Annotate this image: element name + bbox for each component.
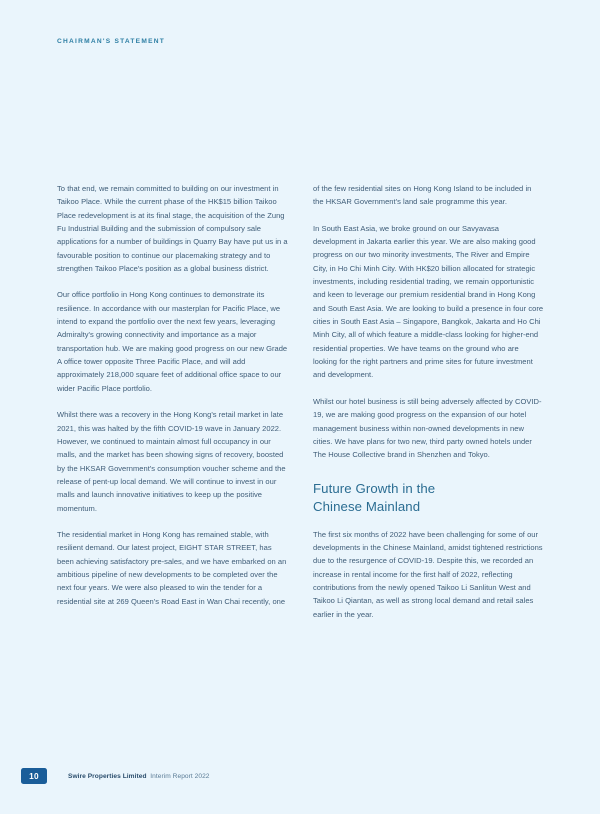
page-number-badge: 10 [21, 768, 47, 784]
page-footer [21, 768, 210, 784]
right-column [313, 182, 544, 621]
section-heading-line-1: Future Growth in the [313, 480, 436, 496]
left-column [57, 182, 288, 621]
paragraph: The first six months of 2022 have been challenging for some of our developments in the Chinese Mainland, amidst tightened restrictions due to the resurgence of COVID-19. Despite this, we recorded an increase in rental income for the first half of 2022, reflecting contributions from the newly opened Taikoo Li Sanlitun West and Taikoo Li Qiantan, as well as strong local demand and retail sales earlier in the year. [313, 529, 543, 619]
footer-text [68, 773, 210, 780]
paragraph: of the few residential sites on Hong Kong Island to be included in the HKSAR Government's land sale programme this year. [313, 184, 532, 207]
two-column-body [57, 182, 544, 621]
paragraph: To that end, we remain committed to building on our investment in Taikoo Place. While the current phase of the HK$15 billion Taikoo Place redevelopment is at its final stage, the acquisition of the Zung Fu Industrial Building and the submission of compulsory sale applications for a number of buildings in Quarry Bay have put us in a favourable position to continue our placemaking strategy and to strengthen Taikoo Place's position as a global business district. [57, 184, 288, 274]
footer-report-title: Interim Report 2022 [150, 772, 210, 780]
section-heading [313, 480, 544, 517]
paragraph: Whilst our hotel business is still being adversely affected by COVID-19, we are making good progress on the expansion of our hotel management business within non-owned developments in new cities. We have plans for two new, third party owned hotels under The House Collective brand in Shenzhen and Tokyo. [313, 396, 542, 460]
paragraph: Our office portfolio in Hong Kong continues to demonstrate its resilience. In accordance with our masterplan for Pacific Place, we intend to expand the portfolio over the next few years, leveraging Admiralty's growing connectivity and importance as a major transportation hub. We are making good progress on our new Grade A office tower opposite Three Pacific Place, and will add approximately 218,000 square feet of additional office space to our wider Pacific Place portfolio. [57, 290, 288, 393]
paragraph: The residential market in Hong Kong has remained stable, with resilient demand. Our latest project, EIGHT STAR STREET, has been achieving satisfactory pre-sales, and we have embarked on an ambitious pipeline of new developments to be completed over the next four years. We were also pleased to win the tender for a residential site at 269 Queen's Road East in Wan Chai recently, one [57, 529, 287, 606]
paragraph: In South East Asia, we broke ground on our Savyavasa development in Jakarta earlier this year. We are also making good progress on our two minority investments, The River and Empire City, in Ho Chi Minh City. With HK$20 billion allocated for strategic investments, including residential trading, we remain opportunistic and keen to leverage our premium residential brand in Hong Kong and South East Asia. We are looking to build a presence in four core cities in South East Asia – Singapore, Bangkok, Jakarta and Ho Chi Minh City, all of which feature a middle-class looking for higher-end residential properties. We have teams on the ground who are looking for the right partners and prime sites for future investment and development. [313, 223, 544, 380]
running-head: CHAIRMAN'S STATEMENT [57, 38, 166, 45]
footer-company-name: Swire Properties Limited [68, 772, 147, 780]
section-heading-line-2: Chinese Mainland [313, 499, 421, 515]
paragraph: Whilst there was a recovery in the Hong Kong's retail market in late 2021, this was halted by the fifth COVID-19 wave in January 2022. However, we continued to maintain almost full occupancy in our malls, and the market has been showing signs of recovery, boosted by the HKSAR Government's consumption voucher scheme and the release of pent-up local demand. We will continue to invest in our malls and launch innovative initiatives to keep up the positive momentum. [57, 410, 286, 513]
